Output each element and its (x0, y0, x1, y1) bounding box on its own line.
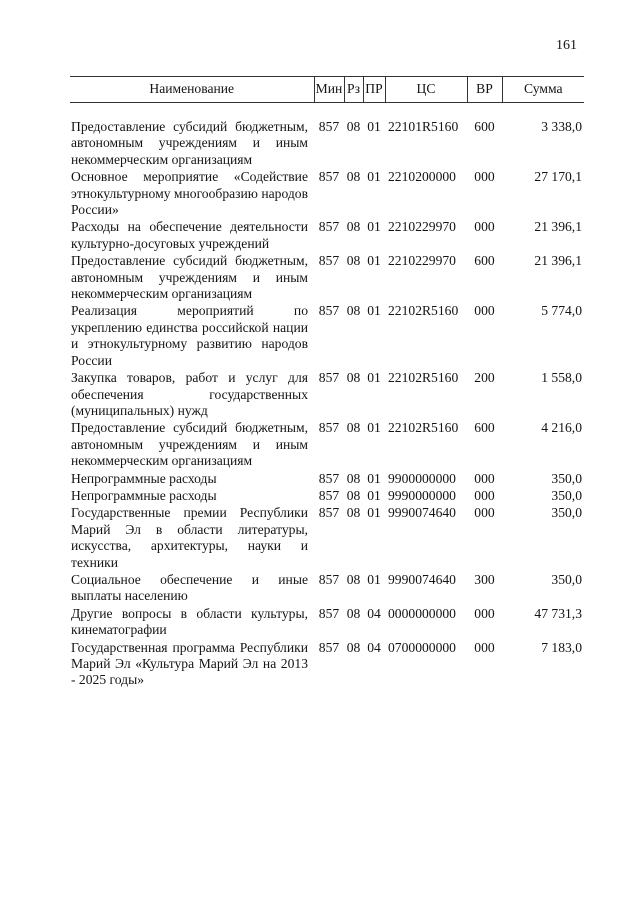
row-target-article: 9990074640 (388, 571, 456, 587)
row-name: Государственные премии Республики Марий Эл в области литературы, искусства, архитектуры, науки и техники (71, 505, 308, 570)
row-expense-type: 000 (474, 303, 495, 319)
row-target-article: 2210229970 (388, 253, 456, 269)
header-expense-type: ВР (467, 77, 502, 103)
row-sum: 350,0 (551, 487, 582, 503)
row-ministry-code: 857 (318, 487, 340, 503)
row-section-code: 08 (346, 253, 361, 269)
row-section-code: 08 (346, 605, 361, 621)
row-subsection-code: 01 (367, 487, 381, 503)
row-target-article: 9990074640 (388, 505, 456, 521)
table-row (70, 488, 584, 505)
row-sum: 5 774,0 (541, 303, 582, 319)
row-name: Социальное обеспечение и иные выплаты населению (71, 571, 308, 604)
row-name: Непрограммные расходы (71, 470, 217, 486)
row-expense-type: 600 (474, 420, 495, 436)
row-ministry-code: 857 (318, 219, 340, 235)
row-sum: 21 396,1 (534, 219, 582, 235)
row-ministry-code: 857 (318, 253, 340, 269)
row-expense-type: 000 (474, 169, 495, 185)
row-subsection-code: 01 (367, 303, 381, 319)
table-row (70, 420, 584, 470)
row-section-code: 08 (346, 505, 361, 521)
row-ministry-code: 857 (318, 169, 340, 185)
row-ministry-code: 857 (318, 470, 340, 486)
row-target-article: 0000000000 (388, 605, 456, 621)
row-name: Закупка товаров, работ и услуг для обеспечения государственных (муниципальных) нужд (71, 370, 308, 418)
row-sum: 3 338,0 (541, 119, 582, 134)
row-name: Предоставление субсидий бюджетным, автономным учреждениям и иным некоммерческим организациям (71, 253, 308, 302)
row-sum: 1 558,0 (541, 370, 582, 386)
row-sum: 350,0 (551, 571, 582, 587)
row-section-code: 08 (346, 487, 361, 503)
header-subsection: ПР (363, 77, 385, 103)
row-section-code: 08 (346, 370, 361, 386)
row-ministry-code: 857 (318, 303, 340, 319)
row-section-code: 08 (346, 639, 361, 655)
row-subsection-code: 01 (367, 571, 381, 587)
row-ministry-code: 857 (318, 605, 340, 621)
row-subsection-code: 04 (367, 605, 381, 621)
row-name: Государственная программа Республики Марий Эл «Культура Марий Эл на 2013 - 2025 годы» (71, 639, 308, 688)
table-row (70, 505, 584, 572)
row-target-article: 9900000000 (388, 470, 456, 486)
table-row (70, 471, 584, 488)
row-sum: 47 731,3 (534, 605, 582, 621)
row-name: Основное мероприятие «Содействие этнокультурному многообразию народов России» (71, 169, 308, 218)
row-subsection-code: 01 (367, 169, 381, 185)
row-sum: 27 170,1 (534, 169, 582, 185)
row-subsection-code: 01 (367, 370, 381, 386)
row-sum: 4 216,0 (541, 420, 582, 436)
row-name: Расходы на обеспечение деятельности культурно-досуговых учреждений (71, 219, 308, 251)
row-ministry-code: 857 (318, 119, 340, 134)
row-expense-type: 000 (474, 487, 495, 503)
row-expense-type: 200 (474, 370, 495, 386)
row-subsection-code: 01 (367, 119, 381, 134)
header-name: Наименование (70, 77, 314, 103)
table-row (70, 219, 584, 253)
row-subsection-code: 01 (367, 470, 381, 486)
row-section-code: 08 (346, 219, 361, 235)
row-subsection-code: 01 (367, 253, 381, 269)
row-target-article: 0700000000 (388, 639, 456, 655)
row-section-code: 08 (346, 303, 361, 319)
row-target-article: 22102R5160 (388, 303, 459, 319)
row-name: Предоставление субсидий бюджетным, автономным учреждениям и иным некоммерческим организациям (71, 420, 308, 469)
row-subsection-code: 01 (367, 219, 381, 235)
row-subsection-code: 01 (367, 420, 381, 436)
header-section: Рз (344, 77, 363, 103)
row-ministry-code: 857 (318, 639, 340, 655)
table-row (70, 572, 584, 606)
row-expense-type: 000 (474, 605, 495, 621)
table-row (70, 606, 584, 640)
row-target-article: 22101R5160 (388, 119, 459, 134)
row-expense-type: 600 (474, 119, 495, 134)
row-name: Другие вопросы в области культуры, кинематографии (71, 605, 308, 638)
row-name: Предоставление субсидий бюджетным, автономным учреждениям и иным некоммерческим организациям (71, 119, 308, 167)
table-row (70, 370, 584, 420)
row-section-code: 08 (346, 420, 361, 436)
row-section-code: 08 (346, 470, 361, 486)
header-sum: Сумма (502, 77, 584, 103)
row-ministry-code: 857 (318, 370, 340, 386)
page-number: 161 (556, 38, 577, 53)
header-ministry: Мин (314, 77, 344, 103)
row-ministry-code: 857 (318, 505, 340, 521)
row-expense-type: 600 (474, 253, 495, 269)
row-target-article: 2210200000 (388, 169, 456, 185)
row-section-code: 08 (346, 571, 361, 587)
row-subsection-code: 01 (367, 505, 381, 521)
row-subsection-code: 04 (367, 639, 381, 655)
budget-table (70, 76, 584, 690)
row-target-article: 22102R5160 (388, 420, 459, 436)
row-name: Реализация мероприятий по укреплению единства российской нации и этнокультурному развитию народов России (71, 303, 308, 368)
table-row (70, 303, 584, 370)
row-ministry-code: 857 (318, 420, 340, 436)
row-expense-type: 300 (474, 571, 495, 587)
row-target-article: 9990000000 (388, 487, 456, 503)
row-section-code: 08 (346, 169, 361, 185)
row-expense-type: 000 (474, 219, 495, 235)
row-expense-type: 000 (474, 639, 495, 655)
table-row (70, 169, 584, 219)
row-section-code: 08 (346, 119, 361, 134)
row-sum: 350,0 (551, 505, 582, 521)
row-ministry-code: 857 (318, 571, 340, 587)
row-target-article: 22102R5160 (388, 370, 459, 386)
row-target-article: 2210229970 (388, 219, 456, 235)
row-sum: 7 183,0 (541, 639, 582, 655)
row-expense-type: 000 (474, 470, 495, 486)
row-expense-type: 000 (474, 505, 495, 521)
table-row (70, 253, 584, 303)
row-sum: 21 396,1 (534, 253, 582, 269)
table-header-row (70, 77, 584, 103)
row-name: Непрограммные расходы (71, 487, 217, 503)
row-sum: 350,0 (551, 470, 582, 486)
table-row (70, 640, 584, 690)
table-row (70, 119, 584, 169)
header-target-article: ЦС (385, 77, 467, 103)
